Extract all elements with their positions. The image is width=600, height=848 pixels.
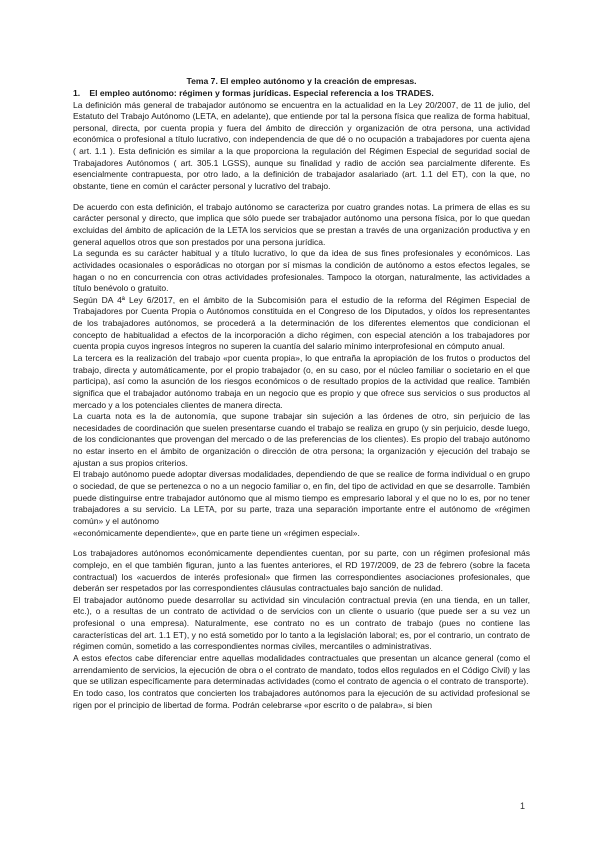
paragraph: «económicamente dependiente», que en parte tiene un «régimen especial». <box>73 527 360 538</box>
section-heading-text: El empleo autónomo: régimen y formas jurídicas. Especial referencia a los TRADES. <box>89 87 434 98</box>
paragraph: La segunda es su carácter habitual y a título lucrativo, lo que da idea de sus fines profesionales y económicos. Las actividades ocasionales o esporádicas no otorgan por sí mismas la condición de autónomo a estos efectos legales, se hagan o no en concurrencia con otras actividades profesionales. Tampoco la otorgan, naturalmente, las actividades a título benévolo o gratuito. <box>73 248 530 294</box>
section-heading <box>73 88 530 100</box>
paragraph: La cuarta nota es la de autonomía, que supone trabajar sin sujeción a las órdenes de otro, sin perjuicio de las necesidades de coordinación que suelen presentarse cuando el trabajo se realiza en grupo (y sin perjuicio, desde luego, de los condicionantes que provengan del mercado o de las preferencias de los clientes). Es propio del trabajo autónomo no estar inserto en el ámbito de organización o dirección de otra persona; la organización y ejecución del trabajo se ajustan a sus propios criterios. <box>73 411 530 468</box>
paragraph: La tercera es la realización del trabajo «por cuenta propia», lo que entraña la apropiación de los frutos o productos del trabajo, directa y automáticamente, por el propio trabajador (o, en su caso, por el núcleo familiar o societario en el que participa), así como la asunción de los riesgos económicos o de resultado propios de la actividad que realice. También significa que el trabajador autónomo trabaja en un negocio que es propio y que ofrece sus servicios o sus productos al mercado y a los potenciales clientes de manera directa. <box>73 352 530 410</box>
paragraph: A estos efectos cabe diferenciar entre aquellas modalidades contractuales que presentan un alcance general (como el arrendamiento de servicios, la ejecución de obra o el contrato de mandato, todos ellos regulados en el Código Civil) y las que se utilizan específicamente para determinadas actividades (como el contrato de agencia o el contrato de transporte). <box>73 653 530 687</box>
document-body <box>73 76 530 711</box>
paragraph: Los trabajadores autónomos económicamente dependientes cuentan, por su parte, con un régimen profesional más complejo, en el que también figuran, junto a las fuentes anteriores, el RD 197/2009, de 23 de febrero (sobre la faceta contractual) los «acuerdos de interés profesional» que firmen las correspondientes asociaciones profesionales, que deberán ser respetados por las correspondientes cláusulas contractuales bajo sanción de nulidad. <box>73 548 530 594</box>
paragraph: De acuerdo con esta definición, el trabajo autónomo se caracteriza por cuatro grandes notas. La primera de ellas es su carácter personal y directo, que implica que sólo puede ser trabajador autónomo una persona física, por lo que quedan excluidas del ámbito de aplicación de la LETA los servicios que se prestan a través de una organización productiva y en general aquellos otros que son prestados por una persona jurídica. <box>73 201 530 247</box>
paragraph: El trabajador autónomo puede desarrollar su actividad sin vinculación contractual previa (en una tienda, en un taller, etc.), o a resultas de un contrato de actividad o de servicios con un cliente o usuario (que puede ser a su vez un profesional o una empresa). Naturalmente, ese contrato no es un contrato de trabajo (pues no contiene las características del art. 1.1 ET), y no está sometido por lo tanto a la legislación laboral; es, por el contrario, un contrato de régimen común, sometido a las correspondientes normas civiles, mercantiles o administrativas. <box>73 594 530 652</box>
document-title: Tema 7. El empleo autónomo y la creación de empresas. <box>186 76 417 86</box>
paragraph: El trabajo autónomo puede adoptar diversas modalidades, dependiendo de que se realice de forma individual o en grupo o sociedad, de que se pertenezca o no a un negocio familiar o, en fin, del tipo de actividad en que se desarrolle. También puede distinguirse entre trabajador autónomo que al mismo tiempo es empresario laboral y el que no lo es, por no tener trabajadores a su servicio. La LETA, por su parte, traza una separación importante entre el autónomo de «régimen común» y el autónomo <box>73 469 530 526</box>
paragraph: La definición más general de trabajador autónomo se encuentra en la actualidad en la Ley 20/2007, de 11 de julio, del Estatuto del Trabajo Autónomo (LETA, en adelante), que entiende por tal la persona física que realiza de forma habitual, personal, directa, por cuenta propia y fuera del ámbito de dirección y organización de otra persona, una actividad económica o profesional a título lucrativo, con independencia de que dé o no ocupación a trabajadores por cuenta ajena ( art. 1.1 ). Esta definición es similar a la que proporciona la regulación del Régimen Especial de seguridad social de Trabajadores Autónomos ( art. 305.1 LGSS), aunque su finalidad y radio de acción sea parcialmente diferente. Es esencialmente contrapuesta, por otro lado, a la definición de trabajador asalariado (art. 1.1 del ET), con la que, no obstante, tiene en común el carácter personal y lucrativo del trabajo. <box>73 99 530 192</box>
paragraph: En todo caso, los contratos que concierten los trabajadores autónomos para la ejecución de su actividad profesional se rigen por el principio de libertad de forma. Podrán celebrarse «por escrito o de palabra», si bien <box>73 687 530 710</box>
page-number: 1 <box>520 801 526 811</box>
section-number: 1. <box>73 87 81 98</box>
paragraph: Según DA 4ª Ley 6/2017, en el ámbito de la Subcomisión para el estudio de la reforma del Régimen Especial de Trabajadores por Cuenta Propia o Autónomos constituida en el Congreso de los Diputados, y oídos los representantes de los trabajadores autónomos, se procederá a la determinación de los diferentes elementos que condicionan el concepto de habitualidad a efectos de la incorporación a dicho régimen, con especial atención a los trabajadores por cuenta propia cuyos ingresos íntegros no superen la cuantía del salario mínimo interprofesional en cómputo anual. <box>73 294 530 352</box>
